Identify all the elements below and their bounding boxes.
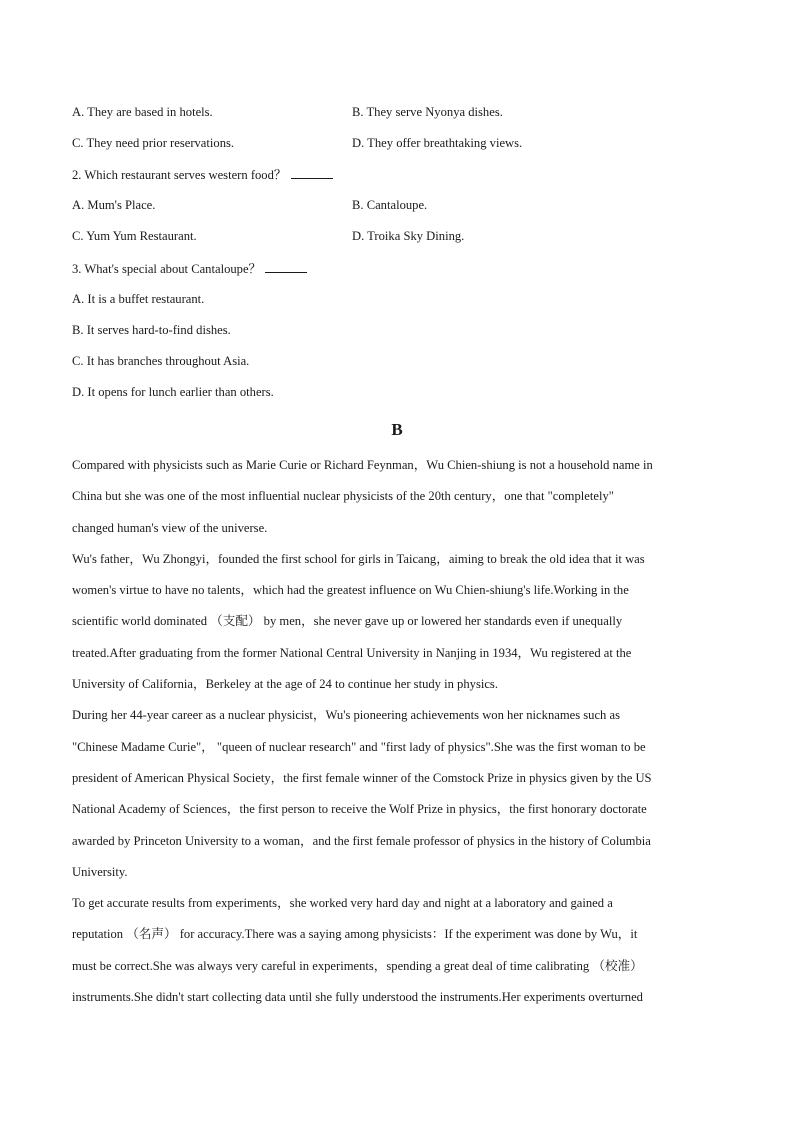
q3-answer-blank[interactable]	[265, 260, 307, 273]
q1-options-row-2	[72, 135, 523, 151]
passage-line: "Chinese Madame Curie"， "queen of nuclear research" and "first lady of physics".She was the first woman to be	[72, 739, 646, 754]
q3-option-b: B. It serves hard-to-find dishes.	[72, 323, 231, 337]
q1-options-row-1	[72, 104, 503, 120]
passage-line: University of California，Berkeley at the age of 24 to continue her study in physics.	[72, 677, 498, 692]
q3-question-text: 3. What's special about Cantaloupe？	[72, 262, 262, 276]
q3-option-c: C. It has branches throughout Asia.	[72, 354, 250, 368]
q1-option-d: D. They offer breathtaking views.	[352, 136, 523, 150]
passage-line: treated.After graduating from the former National Central University in Nanjing in 1934，Wu registered at the	[72, 645, 632, 660]
q2-option-c: C. Yum Yum Restaurant.	[72, 229, 197, 243]
q3-option-d: D. It opens for lunch earlier than others.	[72, 385, 274, 399]
passage-line: Compared with physicists such as Marie Curie or Richard Feynman，Wu Chien-shiung is not a household name in	[72, 458, 653, 472]
passage-line: instruments.She didn't start collecting data until she fully understood the instruments.Her experiments overturned	[72, 990, 643, 1005]
passage-line: China but she was one of the most influential nuclear physicists of the 20th century，one that "completely"	[72, 489, 614, 504]
passage-line: During her 44-year career as a nuclear physicist，Wu's pioneering achievements won her nicknames such as	[72, 708, 620, 723]
q2-question	[72, 166, 333, 183]
q1-option-c: C. They need prior reservations.	[72, 136, 235, 150]
passage-line: Wu's father，Wu Zhongyi，founded the first school for girls in Taicang，aiming to break the old idea that it was	[72, 551, 645, 566]
passage-line: University.	[72, 864, 128, 879]
passage-line: president of American Physical Society，the first female winner of the Comstock Prize in physics given by the US	[72, 770, 652, 785]
q2-option-b: B. Cantaloupe.	[352, 198, 428, 212]
q2-question-text: 2. Which restaurant serves western food？	[72, 168, 287, 182]
passage-line: changed human's view of the universe.	[72, 520, 268, 535]
passage-line: must be correct.She was always very careful in experiments，spending a great deal of time calibrating （校准）	[72, 958, 643, 973]
q2-option-d: D. Troika Sky Dining.	[352, 229, 465, 243]
q2-options-row-1	[72, 197, 428, 213]
passage-line: National Academy of Sciences，the first person to receive the Wolf Prize in physics，the first honorary doctorate	[72, 802, 647, 817]
reading-passage	[72, 457, 722, 1020]
q2-option-a: A. Mum's Place.	[72, 198, 156, 212]
q2-options-row-2	[72, 228, 465, 244]
passage-line: awarded by Princeton University to a woman，and the first female professor of physics in the history of Columbia	[72, 833, 651, 848]
passage-line: women's virtue to have no talents，which had the greatest influence on Wu Chien-shiung's life.Working in the	[72, 583, 629, 598]
passage-line: scientific world dominated （支配） by men，she never gave up or lowered her standards even if unequally	[72, 614, 623, 629]
q1-option-b: B. They serve Nyonya dishes.	[352, 105, 503, 119]
passage-line: To get accurate results from experiments，she worked very hard day and night at a laboratory and gained a	[72, 896, 613, 911]
section-heading: B	[391, 420, 403, 439]
q3-option-a: A. It is a buffet restaurant.	[72, 292, 205, 306]
q2-answer-blank[interactable]	[291, 166, 333, 179]
q1-option-a: A. They are based in hotels.	[72, 105, 213, 119]
passage-line: reputation （名声） for accuracy.There was a saying among physicists：If the experiment was done by Wu，it	[72, 927, 638, 942]
q3-question	[72, 260, 307, 277]
